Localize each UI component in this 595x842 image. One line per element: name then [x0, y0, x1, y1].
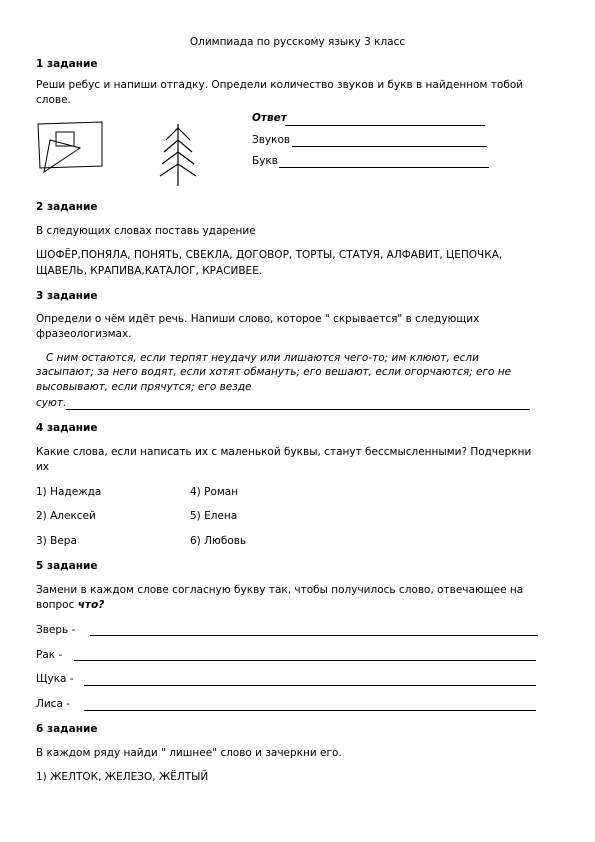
task6-row1: 1) ЖЕЛТОК, ЖЕЛЕЗО, ЖЁЛТЫЙ: [36, 771, 209, 783]
task5-text-line2: [36, 599, 104, 611]
task4-item: 6) Любовь: [190, 535, 247, 547]
task3-phrase-line1: С ним остаются, если терпят неудачу или лишаются чего-то; им клюют, если: [46, 352, 479, 364]
answer-line[interactable]: [285, 125, 485, 126]
task5-answer-line[interactable]: [84, 710, 536, 711]
task5-answer-line[interactable]: [84, 685, 536, 686]
task4-item: 5) Елена: [190, 510, 238, 522]
task4-text-line1: Какие слова, если написать их с маленькой буквы, станут бессмысленными? Подчеркни: [36, 446, 532, 458]
task5-heading: 5 задание: [36, 560, 98, 572]
page-title: Олимпиада по русскому языку 3 класс: [189, 36, 406, 48]
task3-heading: 3 задание: [36, 290, 98, 302]
letters-line[interactable]: [279, 167, 489, 168]
tree-image: [158, 122, 198, 188]
task3-answer-line[interactable]: [66, 409, 530, 410]
task2-heading: 2 задание: [36, 201, 98, 213]
task4-item: 3) Вера: [36, 535, 77, 547]
task1-text-line1: Реши ребус и напиши отгадку. Определи количество звуков и букв в найденном тобой: [36, 79, 524, 91]
task3-phrase-line3: высовывают, если прячутся; его везде: [36, 381, 252, 393]
task4-text-line2: их: [36, 461, 50, 473]
sounds-label: Звуков: [252, 134, 291, 146]
task1-heading: 1 задание: [36, 58, 98, 70]
letters-label: Букв: [252, 155, 278, 167]
sounds-line[interactable]: [292, 146, 487, 147]
task5-text-line1: Замени в каждом слове согласную букву так, чтобы получилось слово, отвечающее на: [36, 584, 524, 596]
task5-word: Щука -: [36, 673, 74, 685]
task2-text: В следующих словах поставь ударение: [36, 225, 256, 237]
answer-label: Ответ: [252, 112, 287, 124]
task3-phrase-line4: суют.: [36, 397, 67, 409]
task3-text-line1: Определи о чём идёт речь. Напиши слово, которое " скрывается" в следующих: [36, 313, 480, 325]
task4-heading: 4 задание: [36, 422, 98, 434]
task6-text: В каждом ряду найди " лишнее" слово и зачеркни его.: [36, 747, 342, 759]
task3-text-line2: фразеологизмах.: [36, 328, 132, 340]
task5-answer-line[interactable]: [90, 635, 538, 636]
task5-answer-line[interactable]: [74, 660, 536, 661]
task2-words-line1: ШОФЁР,ПОНЯЛА, ПОНЯТЬ, СВЕКЛА, ДОГОВОР, ТОРТЫ, СТАТУЯ, АЛФАВИТ, ЦЕПОЧКА,: [36, 249, 503, 261]
task5-word: Зверь -: [36, 624, 76, 636]
task5-word: Лиса -: [36, 698, 71, 710]
task2-words-line2: ЩАВЕЛЬ, КРАПИВА,КАТАЛОГ, КРАСИВЕЕ.: [36, 265, 263, 277]
task5-word: Рак -: [36, 649, 63, 661]
rebus-shapes-image: [36, 118, 106, 178]
task4-item: 1) Надежда: [36, 486, 102, 498]
task6-heading: 6 задание: [36, 723, 98, 735]
task5-question-word: что?: [77, 599, 105, 611]
task4-item: 4) Роман: [190, 486, 239, 498]
task4-item: 2) Алексей: [36, 510, 96, 522]
task3-phrase-line2: засыпают; за него водят, если хотят обмануть; его вешают, если огорчаются; его не: [36, 366, 512, 378]
task1-text-line2: слове.: [36, 94, 71, 106]
task5-question-prefix: вопрос: [36, 599, 78, 611]
